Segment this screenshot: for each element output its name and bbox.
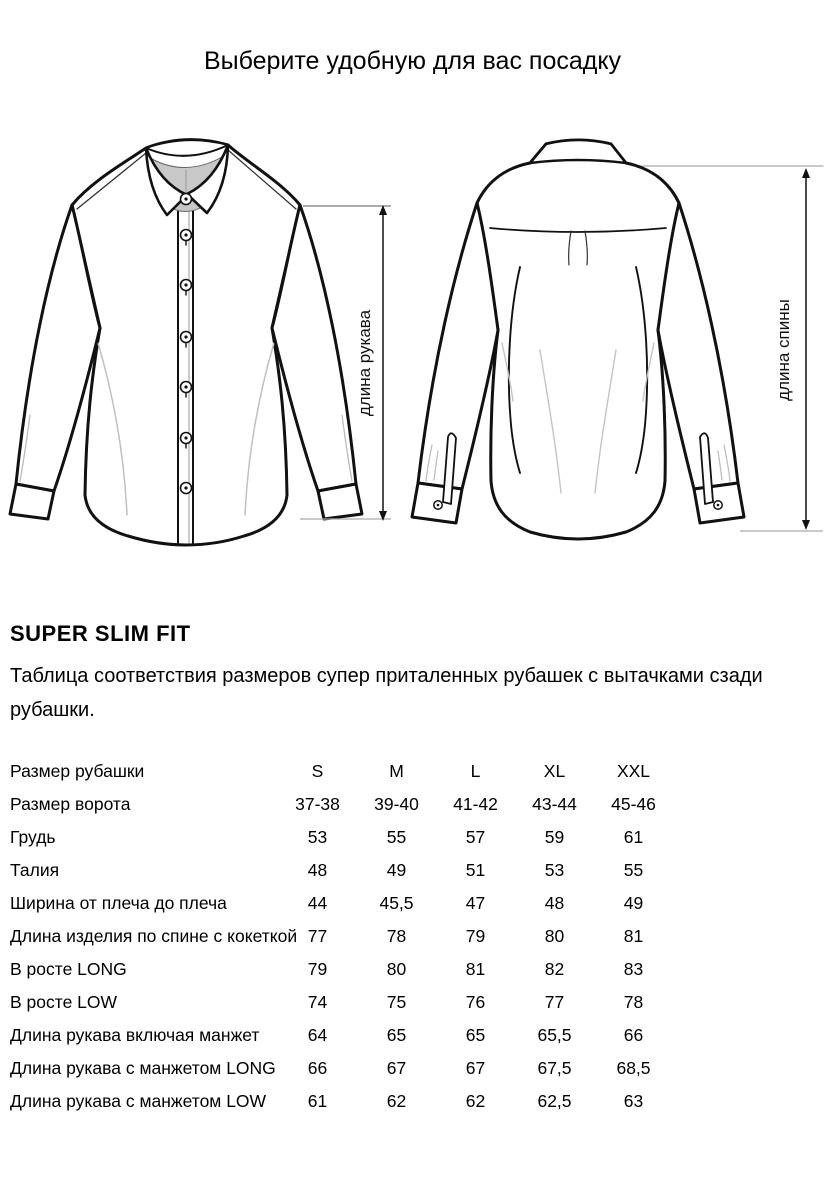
row-label: Ширина от плеча до плеча [10,893,227,913]
back-length-arrow [740,168,823,531]
cell: 62,5 [537,1091,572,1111]
cell: 55 [623,860,644,880]
cell: 75 [386,992,407,1012]
fit-section-description: Таблица соответствия размеров супер приталенных рубашек с вытачками сзади рубашки. [10,665,763,721]
sleeve-length-label: длина рукава [355,309,374,417]
row-label: Длина рукава с манжетом LOW [10,1091,267,1111]
cell: 49 [386,860,407,880]
cell: 53 [544,860,565,880]
cell: 51 [465,860,486,880]
cell: 63 [623,1091,644,1111]
cell: 65,5 [537,1025,572,1045]
cell: 77 [307,926,328,946]
cell: M [389,761,404,781]
cell: 79 [307,959,328,979]
back-shirt-drawing [412,140,823,539]
cell: 67,5 [537,1058,572,1078]
cell: 61 [307,1091,328,1111]
cell: XXL [616,761,651,781]
row-label: Длина изделия по спине с кокеткой [10,926,298,946]
table-row-sleeve-cuff-low [10,1085,825,1118]
cell: 81 [465,959,486,979]
row-label: В росте LOW [10,992,118,1012]
table-row-shoulder-width [10,887,825,920]
cell: 66 [623,1025,644,1045]
table-row-size [10,755,825,788]
cell: 37-38 [295,794,340,814]
cell: 59 [544,827,565,847]
fit-section-heading: SUPER SLIM FIT [10,621,191,646]
cell: 74 [307,992,328,1012]
cell: 45-46 [611,794,656,814]
table-row-sleeve-with-cuff [10,1019,825,1052]
back-length-label: длина спины [774,299,793,401]
row-label: Размер рубашки [10,761,145,781]
cell: 83 [623,959,644,979]
cell: S [311,761,324,781]
cell: 61 [623,827,644,847]
table-row-height-long [10,953,825,986]
cell: 48 [544,893,565,913]
table-row-chest [10,821,825,854]
table-row-collar [10,788,825,821]
cell: 77 [544,992,565,1012]
shirt-diagram-canvas [0,115,825,565]
shirt-diagrams [0,115,825,565]
table-row-sleeve-cuff-long [10,1052,825,1085]
cell: 45,5 [379,893,414,913]
cell: 64 [307,1025,328,1045]
cell: 76 [465,992,486,1012]
cell: 79 [465,926,486,946]
row-label: Длина рукава с манжетом LONG [10,1058,276,1078]
front-shirt-drawing [10,140,362,545]
table-row-waist [10,854,825,887]
table-row-back-length [10,920,825,953]
cell: 82 [544,959,565,979]
row-label: Размер ворота [10,794,131,814]
cell: 65 [465,1025,486,1045]
cell: 65 [386,1025,407,1045]
cell: 78 [623,992,644,1012]
cell: 62 [386,1091,407,1111]
cell: 80 [386,959,407,979]
size-table [0,755,825,1118]
table-row-height-low [10,986,825,1019]
cell: 80 [544,926,565,946]
page-title: Выберите удобную для вас посадку [203,47,622,75]
cell: 44 [307,893,328,913]
cell: 39-40 [374,794,419,814]
cell: XL [543,761,566,781]
cell: 57 [465,827,486,847]
cell: 67 [465,1058,486,1078]
cell: 55 [386,827,407,847]
cell: 81 [623,926,644,946]
cell: 48 [307,860,328,880]
cell: 78 [386,926,407,946]
cell: 66 [307,1058,328,1078]
row-label: Длина рукава включая манжет [10,1025,260,1045]
cell: 62 [465,1091,486,1111]
row-label: Грудь [10,827,56,847]
cell: 49 [623,893,644,913]
cell: 47 [465,893,486,913]
cell: L [470,761,481,781]
cell: 43-44 [532,794,577,814]
cell: 67 [386,1058,407,1078]
cell: 68,5 [616,1058,651,1078]
cell: 41-42 [453,794,498,814]
row-label: В росте LONG [10,959,127,979]
row-label: Талия [10,860,60,880]
cell: 53 [307,827,328,847]
